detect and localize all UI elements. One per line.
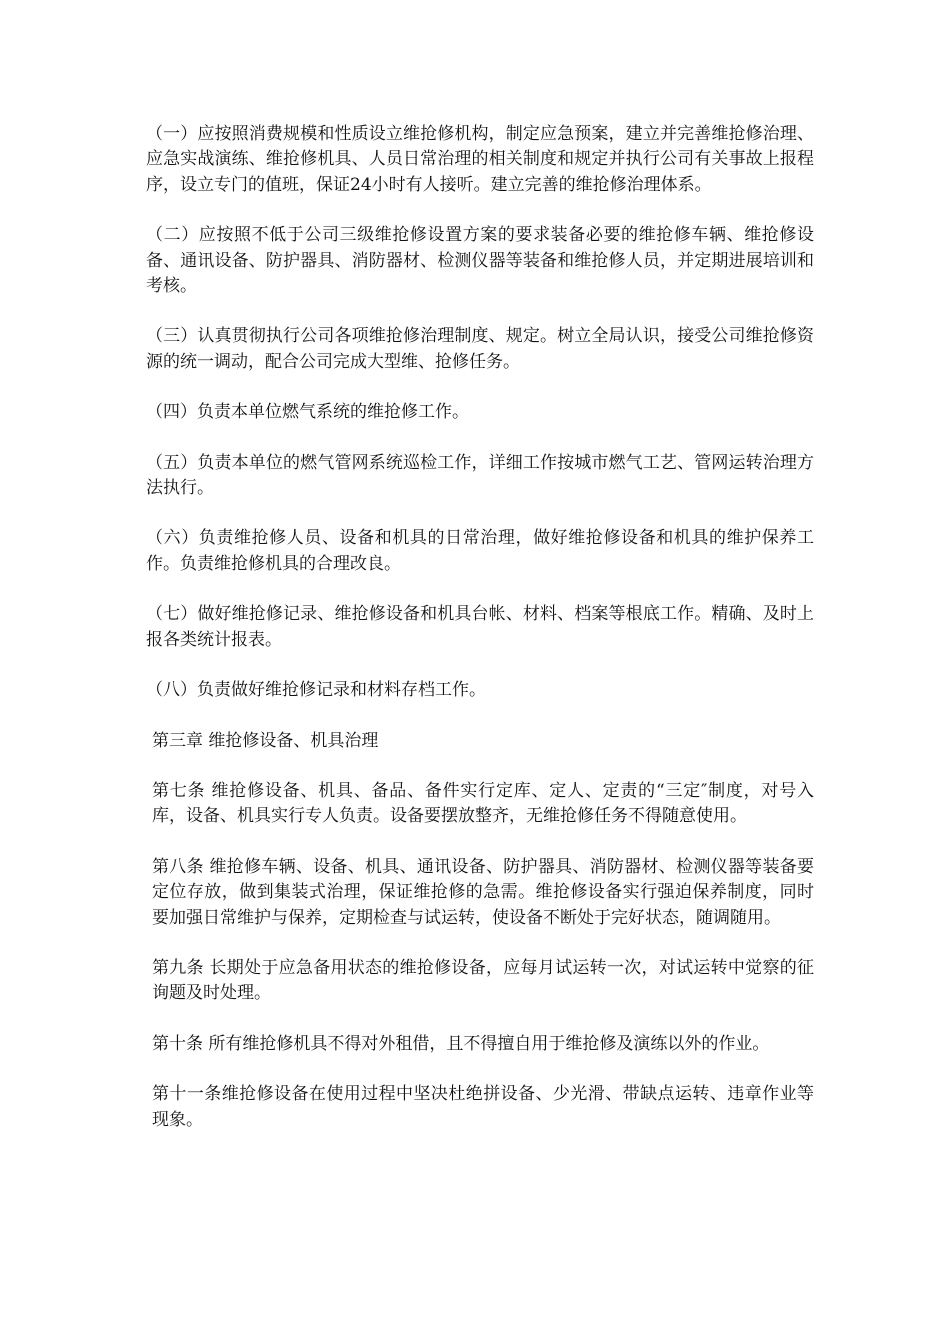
document-body	[146, 122, 814, 1158]
article-10: 第十条 所有维抢修机具不得对外租借，且不得擅自用于维抢修及演练以外的作业。	[152, 1033, 770, 1054]
paragraph-2: （二）应按照不低于公司三级维抢修设置方案的要求装备必要的维抢修车辆、维抢修设备、通讯设备、防护器具、消防器材、检测仪器等装备和维抢修人员，并定期进展培训和考核。	[146, 225, 814, 297]
paragraph-8: （八）负责做好维抢修记录和材料存档工作。	[146, 680, 486, 701]
paragraph-1: （一）应按照消费规模和性质设立维抢修机构，制定应急预案，建立并完善维抢修治理、应急实战演练、维抢修机具、人员日常治理的相关制度和规定并执行公司有关事故上报程序，设立专门的值班，保证24小时有人接听。建立完善的维抢修治理体系。	[146, 124, 814, 195]
article-9: 第九条 长期处于应急备用状态的维抢修设备，应每月试运转一次，对试运转中觉察的征询题及时处理。	[152, 957, 814, 1004]
paragraph-6: （六）负责维抢修人员、设备和机具的日常治理，做好维抢修设备和机具的维护保养工作。负责维抢修机具的合理改良。	[146, 528, 814, 574]
paragraph-7: （七）做好维抢修记录、维抢修设备和机具台帐、材料、档案等根底工作。精确、及时上报各类统计报表。	[146, 604, 814, 650]
paragraph-3: （三）认真贯彻执行公司各项维抢修治理制度、规定。树立全局认识，接受公司维抢修资源的统一调动，配合公司完成大型维、抢修任务。	[146, 326, 814, 372]
article-11: 第十一条维抢修设备在使用过程中坚决杜绝拼设备、少光滑、带缺点运转、违章作业等现象。	[152, 1084, 814, 1130]
article-8: 第八条 维抢修车辆、设备、机具、通讯设备、防护器具、消防器材、检测仪器等装备要定位存放，做到集装式治理，保证维抢修的急需。维抢修设备实行强迫保养制度，同时要加强日常维护与保养，定期检查与试运转，使设备不断处于完好状态，随调随用。	[152, 856, 814, 928]
article-7: 第七条 维抢修设备、机具、备品、备件实行定库、定人、定责的“三定″制度，对号入库，设备、机具实行专人负责。设备要摆放整齐，无维抢修任务不得随意使用。	[152, 780, 814, 827]
paragraph-4: （四）负责本单位燃气系统的维抢修工作。	[146, 402, 469, 423]
paragraph-5: （五）负责本单位的燃气管网系统巡检工作，详细工作按城市燃气工艺、管网运转治理方法执行。	[146, 452, 814, 499]
chapter-heading: 第三章 维抢修设备、机具治理	[152, 730, 379, 751]
